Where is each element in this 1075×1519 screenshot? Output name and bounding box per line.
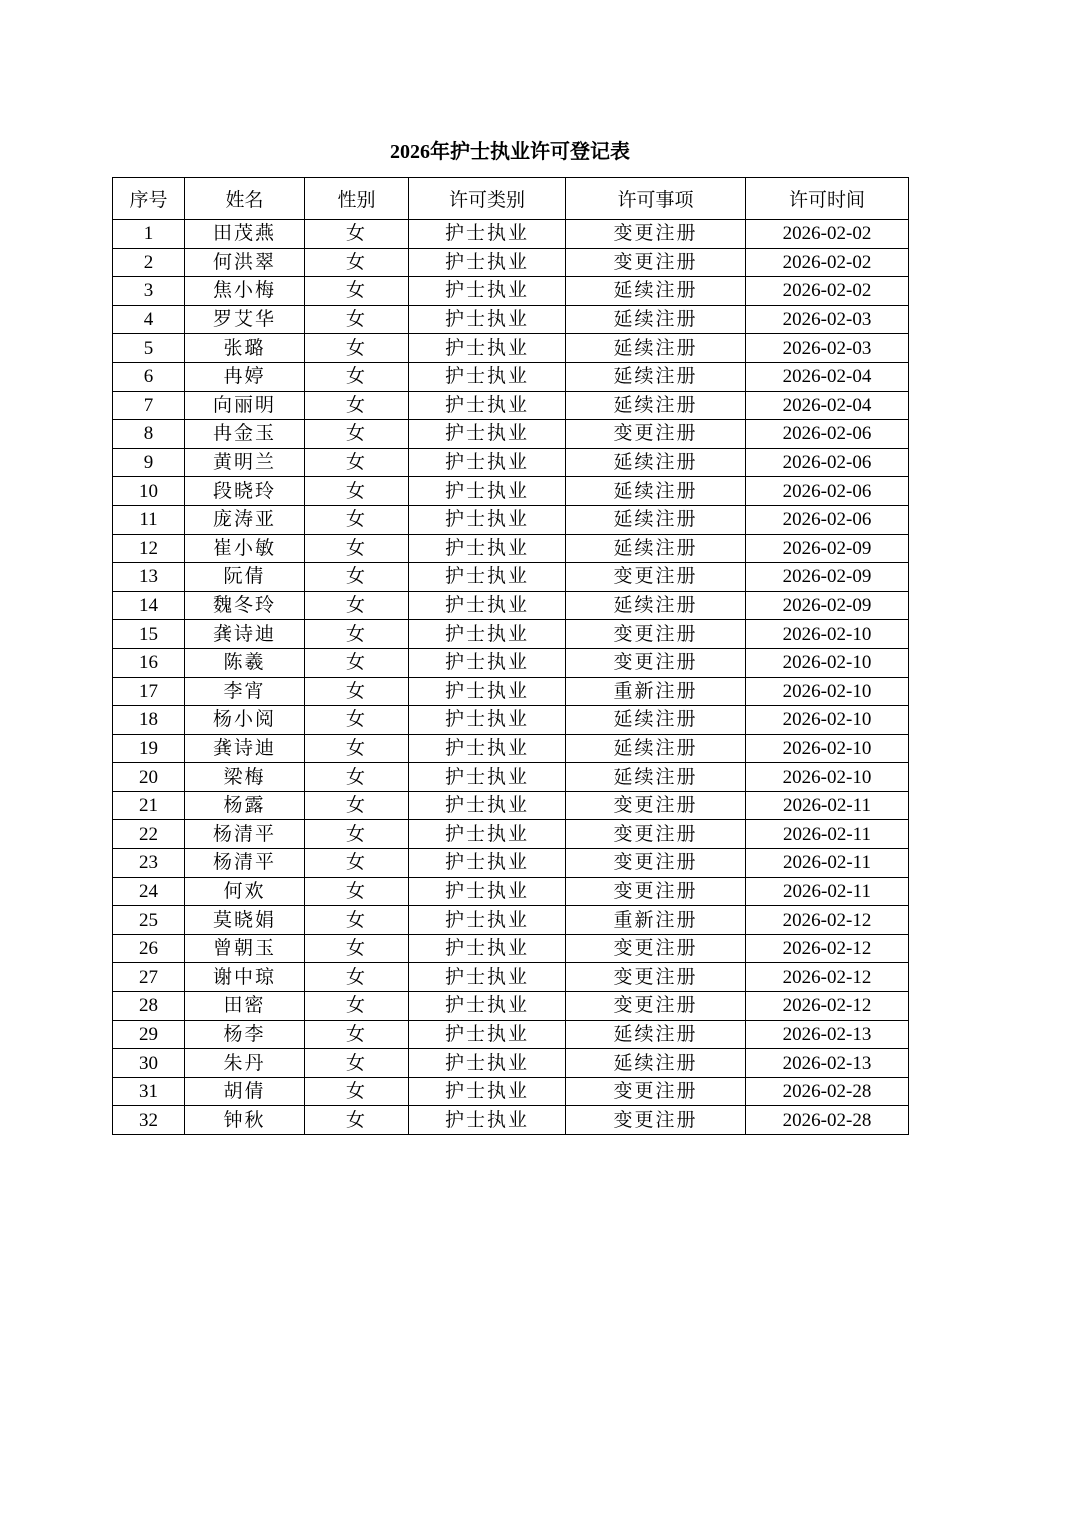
- cell-gender: 女: [305, 706, 409, 735]
- cell-license-date: 2026-02-28: [746, 1077, 909, 1106]
- header-license-category: 许可类别: [409, 178, 566, 220]
- cell-license-category: 护士执业: [409, 934, 566, 963]
- cell-name: 龚诗迪: [185, 620, 305, 649]
- cell-license-item: 变更注册: [566, 1077, 746, 1106]
- cell-license-date: 2026-02-12: [746, 906, 909, 935]
- cell-name: 魏冬玲: [185, 591, 305, 620]
- cell-serial-number: 20: [113, 763, 185, 792]
- cell-name: 田茂燕: [185, 220, 305, 249]
- cell-license-item: 变更注册: [566, 877, 746, 906]
- cell-serial-number: 6: [113, 362, 185, 391]
- cell-license-category: 护士执业: [409, 1077, 566, 1106]
- cell-name: 田密: [185, 992, 305, 1021]
- cell-license-item: 变更注册: [566, 248, 746, 277]
- cell-license-date: 2026-02-11: [746, 791, 909, 820]
- table-row: [113, 734, 909, 763]
- cell-license-item: 变更注册: [566, 820, 746, 849]
- cell-license-date: 2026-02-28: [746, 1106, 909, 1135]
- cell-serial-number: 24: [113, 877, 185, 906]
- table-row: [113, 620, 909, 649]
- cell-serial-number: 31: [113, 1077, 185, 1106]
- cell-license-category: 护士执业: [409, 1020, 566, 1049]
- cell-gender: 女: [305, 648, 409, 677]
- cell-license-item: 变更注册: [566, 620, 746, 649]
- cell-name: 阮倩: [185, 563, 305, 592]
- cell-license-item: 变更注册: [566, 563, 746, 592]
- cell-license-date: 2026-02-06: [746, 420, 909, 449]
- cell-license-date: 2026-02-10: [746, 763, 909, 792]
- cell-license-category: 护士执业: [409, 963, 566, 992]
- cell-license-date: 2026-02-13: [746, 1049, 909, 1078]
- cell-gender: 女: [305, 305, 409, 334]
- header-license-date: 许可时间: [746, 178, 909, 220]
- cell-gender: 女: [305, 620, 409, 649]
- cell-license-category: 护士执业: [409, 1106, 566, 1135]
- cell-gender: 女: [305, 591, 409, 620]
- cell-license-item: 延续注册: [566, 591, 746, 620]
- cell-license-item: 延续注册: [566, 448, 746, 477]
- cell-serial-number: 19: [113, 734, 185, 763]
- cell-gender: 女: [305, 220, 409, 249]
- cell-serial-number: 13: [113, 563, 185, 592]
- cell-license-item: 变更注册: [566, 963, 746, 992]
- cell-name: 梁梅: [185, 763, 305, 792]
- cell-name: 胡倩: [185, 1077, 305, 1106]
- cell-serial-number: 18: [113, 706, 185, 735]
- cell-license-date: 2026-02-06: [746, 448, 909, 477]
- cell-license-date: 2026-02-11: [746, 849, 909, 878]
- cell-license-category: 护士执业: [409, 420, 566, 449]
- cell-license-category: 护士执业: [409, 1049, 566, 1078]
- cell-license-item: 延续注册: [566, 362, 746, 391]
- cell-name: 何欢: [185, 877, 305, 906]
- cell-gender: 女: [305, 391, 409, 420]
- cell-license-category: 护士执业: [409, 763, 566, 792]
- cell-serial-number: 15: [113, 620, 185, 649]
- cell-name: 冉婷: [185, 362, 305, 391]
- cell-license-category: 护士执业: [409, 448, 566, 477]
- cell-license-category: 护士执业: [409, 677, 566, 706]
- cell-serial-number: 11: [113, 505, 185, 534]
- table-row: [113, 877, 909, 906]
- cell-gender: 女: [305, 420, 409, 449]
- cell-serial-number: 1: [113, 220, 185, 249]
- cell-name: 何洪翠: [185, 248, 305, 277]
- cell-gender: 女: [305, 1020, 409, 1049]
- table-row: [113, 248, 909, 277]
- cell-serial-number: 10: [113, 477, 185, 506]
- cell-name: 李宵: [185, 677, 305, 706]
- table-row: [113, 362, 909, 391]
- cell-license-date: 2026-02-12: [746, 963, 909, 992]
- table-row: [113, 648, 909, 677]
- cell-gender: 女: [305, 992, 409, 1021]
- cell-serial-number: 3: [113, 277, 185, 306]
- cell-license-date: 2026-02-12: [746, 992, 909, 1021]
- cell-license-item: 变更注册: [566, 1106, 746, 1135]
- table-row: [113, 763, 909, 792]
- table-row: [113, 220, 909, 249]
- cell-license-date: 2026-02-11: [746, 820, 909, 849]
- cell-license-category: 护士执业: [409, 734, 566, 763]
- cell-license-item: 变更注册: [566, 934, 746, 963]
- cell-serial-number: 12: [113, 534, 185, 563]
- cell-name: 莫晓娟: [185, 906, 305, 935]
- table-row: [113, 334, 909, 363]
- cell-serial-number: 7: [113, 391, 185, 420]
- table-row: [113, 1106, 909, 1135]
- cell-license-category: 护士执业: [409, 505, 566, 534]
- header-serial-number: 序号: [113, 178, 185, 220]
- cell-name: 谢中琼: [185, 963, 305, 992]
- cell-license-date: 2026-02-09: [746, 534, 909, 563]
- cell-gender: 女: [305, 763, 409, 792]
- cell-license-category: 护士执业: [409, 591, 566, 620]
- cell-license-date: 2026-02-11: [746, 877, 909, 906]
- cell-license-item: 延续注册: [566, 391, 746, 420]
- cell-name: 崔小敏: [185, 534, 305, 563]
- cell-gender: 女: [305, 505, 409, 534]
- cell-license-date: 2026-02-03: [746, 334, 909, 363]
- table-row: [113, 849, 909, 878]
- cell-license-item: 延续注册: [566, 1020, 746, 1049]
- cell-license-date: 2026-02-10: [746, 648, 909, 677]
- cell-serial-number: 8: [113, 420, 185, 449]
- cell-license-item: 变更注册: [566, 648, 746, 677]
- cell-license-item: 变更注册: [566, 849, 746, 878]
- cell-gender: 女: [305, 1077, 409, 1106]
- cell-name: 钟秋: [185, 1106, 305, 1135]
- cell-license-date: 2026-02-09: [746, 591, 909, 620]
- cell-license-date: 2026-02-04: [746, 362, 909, 391]
- cell-name: 杨露: [185, 791, 305, 820]
- cell-name: 杨清平: [185, 820, 305, 849]
- cell-name: 黄明兰: [185, 448, 305, 477]
- cell-license-date: 2026-02-02: [746, 248, 909, 277]
- header-name: 姓名: [185, 178, 305, 220]
- cell-name: 冉金玉: [185, 420, 305, 449]
- table-row: [113, 934, 909, 963]
- cell-license-item: 变更注册: [566, 220, 746, 249]
- cell-license-date: 2026-02-02: [746, 220, 909, 249]
- cell-license-date: 2026-02-02: [746, 277, 909, 306]
- cell-license-date: 2026-02-10: [746, 677, 909, 706]
- table-row: [113, 906, 909, 935]
- table-row: [113, 420, 909, 449]
- table-header-row: [113, 178, 909, 220]
- cell-gender: 女: [305, 534, 409, 563]
- cell-name: 杨李: [185, 1020, 305, 1049]
- cell-license-item: 延续注册: [566, 305, 746, 334]
- cell-license-item: 延续注册: [566, 505, 746, 534]
- table-row: [113, 963, 909, 992]
- table-row: [113, 448, 909, 477]
- cell-license-date: 2026-02-06: [746, 505, 909, 534]
- table-row: [113, 706, 909, 735]
- cell-serial-number: 29: [113, 1020, 185, 1049]
- cell-license-category: 护士执业: [409, 791, 566, 820]
- cell-gender: 女: [305, 877, 409, 906]
- cell-license-item: 延续注册: [566, 534, 746, 563]
- cell-license-item: 变更注册: [566, 420, 746, 449]
- table-row: [113, 820, 909, 849]
- cell-name: 陈羲: [185, 648, 305, 677]
- table-row: [113, 992, 909, 1021]
- cell-name: 杨清平: [185, 849, 305, 878]
- cell-license-category: 护士执业: [409, 334, 566, 363]
- cell-serial-number: 5: [113, 334, 185, 363]
- cell-gender: 女: [305, 791, 409, 820]
- cell-license-category: 护士执业: [409, 305, 566, 334]
- cell-serial-number: 22: [113, 820, 185, 849]
- cell-name: 朱丹: [185, 1049, 305, 1078]
- cell-license-item: 延续注册: [566, 734, 746, 763]
- cell-license-category: 护士执业: [409, 220, 566, 249]
- table-row: [113, 591, 909, 620]
- cell-serial-number: 14: [113, 591, 185, 620]
- cell-name: 庞涛亚: [185, 505, 305, 534]
- cell-license-item: 延续注册: [566, 334, 746, 363]
- cell-license-category: 护士执业: [409, 706, 566, 735]
- cell-gender: 女: [305, 820, 409, 849]
- cell-name: 罗艾华: [185, 305, 305, 334]
- cell-serial-number: 17: [113, 677, 185, 706]
- cell-license-date: 2026-02-13: [746, 1020, 909, 1049]
- cell-name: 向丽明: [185, 391, 305, 420]
- cell-serial-number: 32: [113, 1106, 185, 1135]
- cell-gender: 女: [305, 734, 409, 763]
- cell-license-category: 护士执业: [409, 849, 566, 878]
- cell-license-category: 护士执业: [409, 563, 566, 592]
- table-row: [113, 477, 909, 506]
- cell-serial-number: 2: [113, 248, 185, 277]
- cell-name: 张璐: [185, 334, 305, 363]
- cell-gender: 女: [305, 963, 409, 992]
- table-row: [113, 277, 909, 306]
- cell-gender: 女: [305, 1106, 409, 1135]
- cell-license-category: 护士执业: [409, 362, 566, 391]
- cell-gender: 女: [305, 362, 409, 391]
- cell-serial-number: 26: [113, 934, 185, 963]
- cell-name: 曾朝玉: [185, 934, 305, 963]
- cell-license-category: 护士执业: [409, 248, 566, 277]
- table-row: [113, 1049, 909, 1078]
- cell-license-category: 护士执业: [409, 877, 566, 906]
- cell-gender: 女: [305, 849, 409, 878]
- table-row: [113, 505, 909, 534]
- table-row: [113, 563, 909, 592]
- cell-gender: 女: [305, 934, 409, 963]
- cell-serial-number: 16: [113, 648, 185, 677]
- cell-license-date: 2026-02-03: [746, 305, 909, 334]
- cell-serial-number: 25: [113, 906, 185, 935]
- cell-license-item: 重新注册: [566, 906, 746, 935]
- table-row: [113, 1020, 909, 1049]
- cell-license-date: 2026-02-04: [746, 391, 909, 420]
- cell-license-category: 护士执业: [409, 477, 566, 506]
- cell-license-category: 护士执业: [409, 391, 566, 420]
- cell-license-category: 护士执业: [409, 277, 566, 306]
- table-row: [113, 677, 909, 706]
- cell-gender: 女: [305, 563, 409, 592]
- table-row: [113, 305, 909, 334]
- cell-name: 杨小阅: [185, 706, 305, 735]
- cell-license-item: 变更注册: [566, 992, 746, 1021]
- table-row: [113, 1077, 909, 1106]
- cell-license-date: 2026-02-10: [746, 706, 909, 735]
- cell-name: 段晓玲: [185, 477, 305, 506]
- cell-license-date: 2026-02-09: [746, 563, 909, 592]
- cell-license-item: 延续注册: [566, 763, 746, 792]
- cell-gender: 女: [305, 677, 409, 706]
- cell-license-item: 延续注册: [566, 706, 746, 735]
- cell-license-category: 护士执业: [409, 648, 566, 677]
- cell-license-item: 延续注册: [566, 477, 746, 506]
- cell-gender: 女: [305, 248, 409, 277]
- registration-table: [112, 177, 909, 1135]
- cell-license-item: 延续注册: [566, 277, 746, 306]
- table-row: [113, 534, 909, 563]
- header-license-item: 许可事项: [566, 178, 746, 220]
- cell-gender: 女: [305, 477, 409, 506]
- header-gender: 性别: [305, 178, 409, 220]
- cell-license-category: 护士执业: [409, 906, 566, 935]
- cell-serial-number: 21: [113, 791, 185, 820]
- cell-gender: 女: [305, 334, 409, 363]
- cell-license-category: 护士执业: [409, 534, 566, 563]
- cell-serial-number: 27: [113, 963, 185, 992]
- cell-name: 龚诗迪: [185, 734, 305, 763]
- table-body: [113, 220, 909, 1135]
- page-title: 2026年护士执业许可登记表: [390, 141, 630, 163]
- cell-name: 焦小梅: [185, 277, 305, 306]
- table-row: [113, 391, 909, 420]
- cell-license-date: 2026-02-10: [746, 620, 909, 649]
- cell-license-category: 护士执业: [409, 820, 566, 849]
- cell-gender: 女: [305, 906, 409, 935]
- cell-gender: 女: [305, 448, 409, 477]
- cell-serial-number: 30: [113, 1049, 185, 1078]
- cell-serial-number: 23: [113, 849, 185, 878]
- cell-license-date: 2026-02-10: [746, 734, 909, 763]
- cell-license-date: 2026-02-12: [746, 934, 909, 963]
- cell-license-category: 护士执业: [409, 620, 566, 649]
- cell-license-item: 重新注册: [566, 677, 746, 706]
- cell-serial-number: 9: [113, 448, 185, 477]
- cell-gender: 女: [305, 277, 409, 306]
- cell-license-category: 护士执业: [409, 992, 566, 1021]
- table-row: [113, 791, 909, 820]
- cell-gender: 女: [305, 1049, 409, 1078]
- cell-serial-number: 4: [113, 305, 185, 334]
- cell-license-item: 变更注册: [566, 791, 746, 820]
- cell-license-item: 延续注册: [566, 1049, 746, 1078]
- cell-license-date: 2026-02-06: [746, 477, 909, 506]
- cell-serial-number: 28: [113, 992, 185, 1021]
